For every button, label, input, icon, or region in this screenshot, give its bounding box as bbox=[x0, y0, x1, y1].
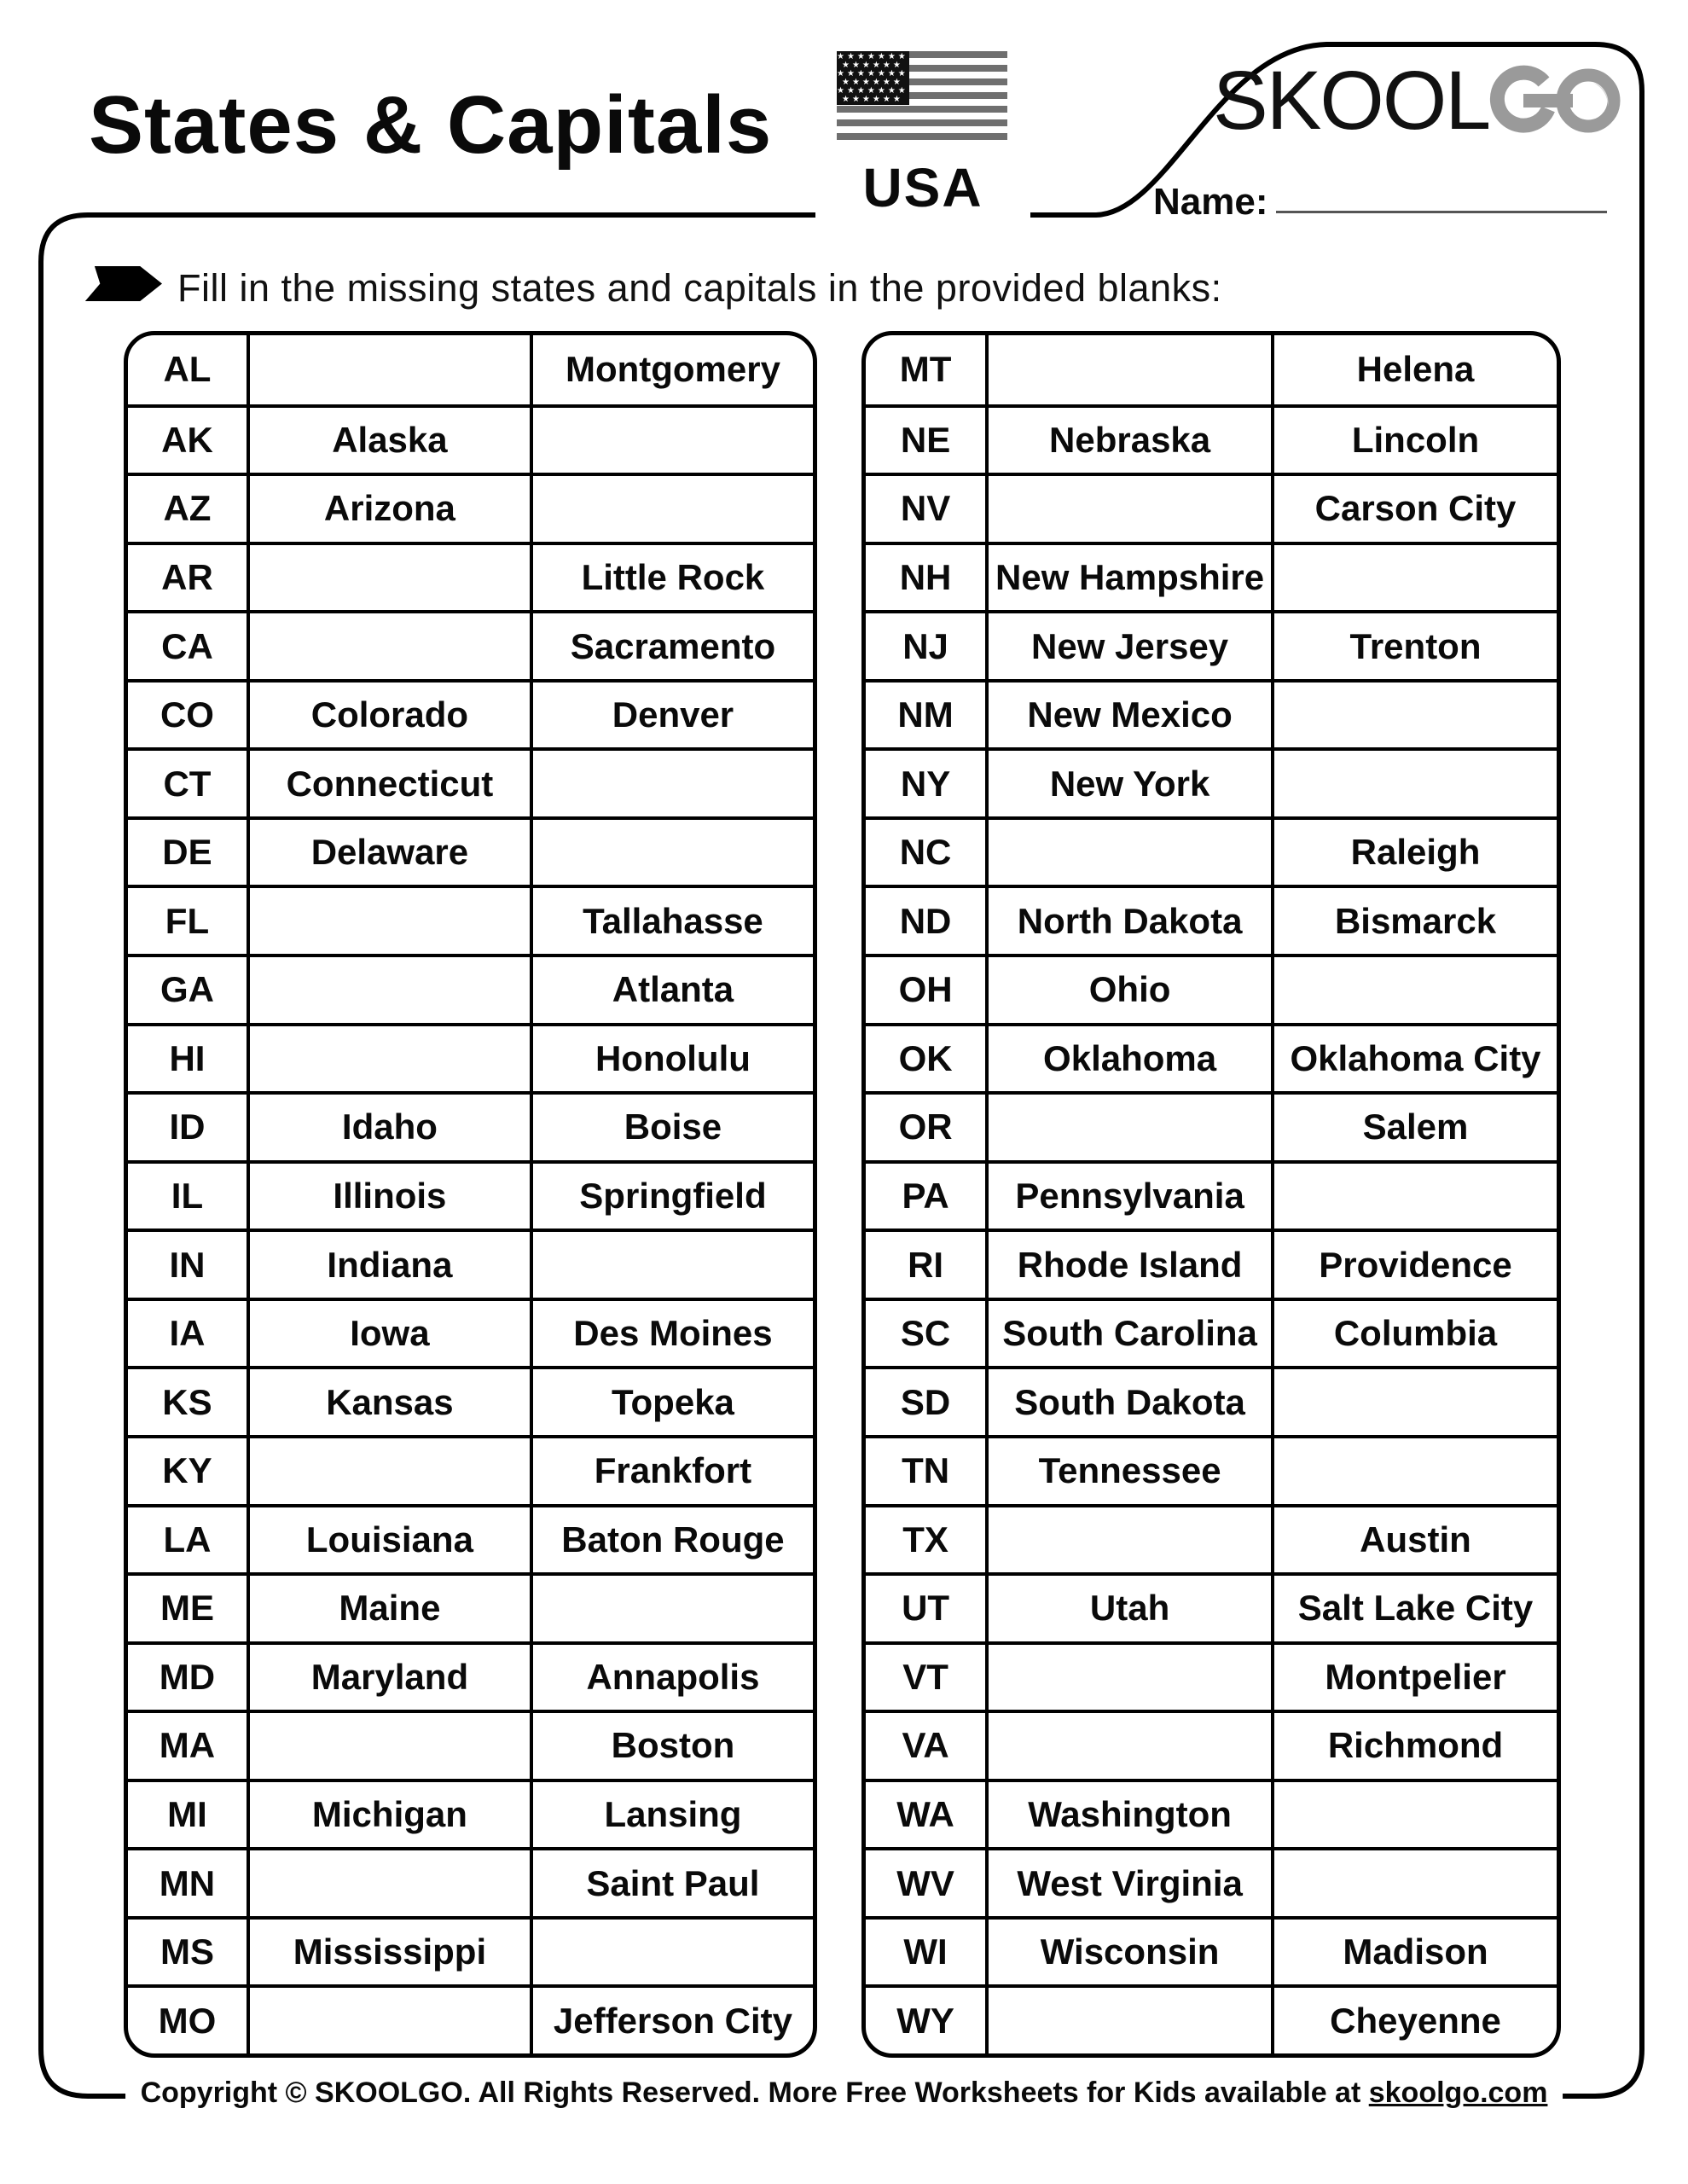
abbr-cell: NC bbox=[866, 816, 985, 886]
abbr-cell: SC bbox=[866, 1298, 985, 1367]
states-capitals-table-right bbox=[861, 331, 1561, 2058]
state-cell: Michigan bbox=[247, 1779, 530, 1848]
abbr-cell: PA bbox=[866, 1160, 985, 1229]
page-title: States & Capitals bbox=[89, 79, 773, 171]
state-cell: Tennessee bbox=[985, 1435, 1271, 1504]
abbr-cell: MN bbox=[128, 1847, 247, 1916]
state-cell: South Carolina bbox=[985, 1298, 1271, 1367]
state-cell-blank bbox=[247, 335, 530, 404]
state-cell: New Mexico bbox=[985, 679, 1271, 748]
capital-cell: Richmond bbox=[1271, 1710, 1557, 1779]
capital-cell: Topeka bbox=[530, 1366, 813, 1435]
name-label: Name: bbox=[1153, 181, 1268, 223]
footer-copyright bbox=[125, 2077, 1563, 2110]
state-cell-blank bbox=[247, 885, 530, 954]
state-cell-blank bbox=[985, 1984, 1271, 2053]
abbr-cell: MA bbox=[128, 1710, 247, 1779]
state-cell: Nebraska bbox=[985, 404, 1271, 473]
abbr-cell: WV bbox=[866, 1847, 985, 1916]
state-cell: Oklahoma bbox=[985, 1023, 1271, 1092]
capital-cell-blank bbox=[1271, 747, 1557, 816]
abbr-cell: MT bbox=[899, 349, 952, 390]
abbr-cell: WI bbox=[866, 1916, 985, 1985]
abbr-cell: DE bbox=[128, 816, 247, 886]
capital-cell: Sacramento bbox=[530, 610, 813, 679]
capital-cell: Baton Rouge bbox=[530, 1504, 813, 1573]
abbr-cell: HI bbox=[128, 1023, 247, 1092]
abbr-cell: MO bbox=[128, 1984, 247, 2053]
abbr-cell: WA bbox=[866, 1779, 985, 1848]
state-cell-blank bbox=[985, 473, 1271, 542]
abbr-cell: TN bbox=[866, 1435, 985, 1504]
abbr-cell: VA bbox=[866, 1710, 985, 1779]
usa-label: USA bbox=[815, 154, 1030, 222]
state-cell-blank bbox=[985, 816, 1271, 886]
abbr-cell: ME bbox=[128, 1572, 247, 1641]
state-cell: Maryland bbox=[247, 1641, 530, 1711]
brand-skool-text: SKOOL bbox=[1213, 54, 1490, 147]
capital-cell-blank bbox=[530, 473, 813, 542]
capital-cell: Cheyenne bbox=[1271, 1984, 1557, 2053]
abbr-cell: IA bbox=[128, 1298, 247, 1367]
state-cell-blank bbox=[247, 542, 530, 611]
state-cell: New Jersey bbox=[985, 610, 1271, 679]
capital-cell: Oklahoma City bbox=[1271, 1023, 1557, 1092]
abbr-cell: GA bbox=[128, 954, 247, 1023]
abbr-cell: CO bbox=[128, 679, 247, 748]
abbr-cell: NY bbox=[866, 747, 985, 816]
state-cell: New York bbox=[985, 747, 1271, 816]
abbr-cell: OK bbox=[866, 1023, 985, 1092]
capital-cell: Boise bbox=[530, 1091, 813, 1160]
capital-cell: Jefferson City bbox=[530, 1984, 813, 2053]
state-cell: Kansas bbox=[247, 1366, 530, 1435]
abbr-cell: MI bbox=[128, 1779, 247, 1848]
abbr-cell: CA bbox=[128, 610, 247, 679]
capital-cell: Carson City bbox=[1271, 473, 1557, 542]
abbr-cell: NH bbox=[866, 542, 985, 611]
state-cell: Louisiana bbox=[247, 1504, 530, 1573]
capital-cell: Frankfort bbox=[530, 1435, 813, 1504]
abbr-cell: UT bbox=[866, 1572, 985, 1641]
capital-cell: Salem bbox=[1271, 1091, 1557, 1160]
capital-cell: Austin bbox=[1271, 1504, 1557, 1573]
abbr-cell: NM bbox=[866, 679, 985, 748]
abbr-cell: TX bbox=[866, 1504, 985, 1573]
capital-cell-blank bbox=[530, 747, 813, 816]
capital-cell-blank bbox=[530, 1228, 813, 1298]
state-cell: Indiana bbox=[247, 1228, 530, 1298]
abbr-cell: KS bbox=[128, 1366, 247, 1435]
state-cell-blank bbox=[985, 1091, 1271, 1160]
state-cell: Alaska bbox=[247, 404, 530, 473]
capital-cell: Salt Lake City bbox=[1271, 1572, 1557, 1641]
state-cell: Washington bbox=[985, 1779, 1271, 1848]
brand-go-magnifier-icon bbox=[1489, 56, 1626, 145]
capital-cell: Honolulu bbox=[530, 1023, 813, 1092]
capital-cell: Madison bbox=[1271, 1916, 1557, 1985]
capital-cell-blank bbox=[1271, 542, 1557, 611]
state-cell: Idaho bbox=[247, 1091, 530, 1160]
capital-cell: Des Moines bbox=[530, 1298, 813, 1367]
abbr-cell: IN bbox=[128, 1228, 247, 1298]
abbr-cell: VT bbox=[866, 1641, 985, 1711]
state-cell: Colorado bbox=[247, 679, 530, 748]
capital-cell: Trenton bbox=[1271, 610, 1557, 679]
state-cell-blank bbox=[247, 1847, 530, 1916]
capital-cell: Boston bbox=[530, 1710, 813, 1779]
state-cell: South Dakota bbox=[985, 1366, 1271, 1435]
abbr-cell: SD bbox=[866, 1366, 985, 1435]
capital-cell-blank bbox=[1271, 1435, 1557, 1504]
capital-cell-blank bbox=[1271, 679, 1557, 748]
state-cell-blank bbox=[247, 610, 530, 679]
capital-cell: Lansing bbox=[530, 1779, 813, 1848]
state-cell: Rhode Island bbox=[985, 1228, 1271, 1298]
abbr-cell: NE bbox=[866, 404, 985, 473]
state-cell-blank bbox=[247, 1984, 530, 2053]
state-cell: Wisconsin bbox=[985, 1916, 1271, 1985]
abbr-cell: IL bbox=[128, 1160, 247, 1229]
abbr-cell: AR bbox=[128, 542, 247, 611]
state-cell: Mississippi bbox=[247, 1916, 530, 1985]
state-cell-blank bbox=[985, 1710, 1271, 1779]
footer-skoolgo-link[interactable]: skoolgo.com bbox=[1368, 2077, 1548, 2109]
capital-cell-blank bbox=[1271, 1160, 1557, 1229]
capital-cell-blank bbox=[530, 816, 813, 886]
abbr-cell: WY bbox=[866, 1984, 985, 2053]
capital-cell: Lincoln bbox=[1271, 404, 1557, 473]
abbr-cell: OH bbox=[866, 954, 985, 1023]
state-cell: New Hampshire bbox=[985, 542, 1271, 611]
capital-cell: Tallahasse bbox=[530, 885, 813, 954]
footer-text: Copyright © SKOOLGO. All Rights Reserved. More Free Worksheets for Kids available at bbox=[140, 2077, 1369, 2109]
capital-cell-blank bbox=[1271, 1366, 1557, 1435]
abbr-cell: MS bbox=[128, 1916, 247, 1985]
state-cell-blank bbox=[985, 1504, 1271, 1573]
capital-cell: Little Rock bbox=[530, 542, 813, 611]
abbr-cell: AL bbox=[163, 349, 212, 390]
abbr-cell: NJ bbox=[866, 610, 985, 679]
state-cell-blank bbox=[985, 335, 1271, 404]
capital-cell: Annapolis bbox=[530, 1641, 813, 1711]
flag-canton-stars: ★★★★★★★ ★★★★★★ ★★★★★★★ ★★★★★★ ★★★★★★★ ★★★★★★ bbox=[837, 52, 908, 104]
state-cell: Delaware bbox=[247, 816, 530, 886]
state-cell: Arizona bbox=[247, 473, 530, 542]
abbr-cell: OR bbox=[866, 1091, 985, 1160]
states-capitals-table-left bbox=[124, 331, 817, 2058]
state-cell-blank bbox=[247, 1435, 530, 1504]
capital-cell: Bismarck bbox=[1271, 885, 1557, 954]
state-cell: Maine bbox=[247, 1572, 530, 1641]
capital-cell: Atlanta bbox=[530, 954, 813, 1023]
state-cell-blank bbox=[247, 1023, 530, 1092]
capital-cell: Montgomery bbox=[530, 335, 813, 404]
capital-cell-blank bbox=[530, 404, 813, 473]
capital-cell-blank bbox=[1271, 1847, 1557, 1916]
abbr-cell: AZ bbox=[128, 473, 247, 542]
state-cell-blank bbox=[985, 1641, 1271, 1711]
abbr-cell: NV bbox=[866, 473, 985, 542]
abbr-cell: AK bbox=[128, 404, 247, 473]
state-cell-blank bbox=[247, 1710, 530, 1779]
capital-cell: Denver bbox=[530, 679, 813, 748]
state-cell: Connecticut bbox=[247, 747, 530, 816]
state-cell: Illinois bbox=[247, 1160, 530, 1229]
capital-cell-blank bbox=[1271, 954, 1557, 1023]
state-cell: Pennsylvania bbox=[985, 1160, 1271, 1229]
abbr-cell: KY bbox=[128, 1435, 247, 1504]
capital-cell: Montpelier bbox=[1271, 1641, 1557, 1711]
capital-cell: Raleigh bbox=[1271, 816, 1557, 886]
state-cell: Ohio bbox=[985, 954, 1271, 1023]
abbr-cell: RI bbox=[866, 1228, 985, 1298]
name-blank-line bbox=[1276, 211, 1607, 213]
abbr-cell: ND bbox=[866, 885, 985, 954]
abbr-cell: FL bbox=[128, 885, 247, 954]
name-field bbox=[1153, 181, 1268, 224]
capital-cell-blank bbox=[530, 1916, 813, 1985]
abbr-cell: LA bbox=[128, 1504, 247, 1573]
abbr-cell: CT bbox=[128, 747, 247, 816]
state-cell: Utah bbox=[985, 1572, 1271, 1641]
capital-cell: Helena bbox=[1271, 335, 1557, 404]
state-cell: North Dakota bbox=[985, 885, 1271, 954]
brand-logo bbox=[1213, 56, 1626, 145]
state-cell: Iowa bbox=[247, 1298, 530, 1367]
abbr-cell: ID bbox=[128, 1091, 247, 1160]
state-cell: West Virginia bbox=[985, 1847, 1271, 1916]
instruction-text: Fill in the missing states and capitals in the provided blanks: bbox=[177, 266, 1222, 310]
capital-cell: Providence bbox=[1271, 1228, 1557, 1298]
capital-cell: Springfield bbox=[530, 1160, 813, 1229]
abbr-cell: MD bbox=[128, 1641, 247, 1711]
state-cell-blank bbox=[247, 954, 530, 1023]
capital-cell: Saint Paul bbox=[530, 1847, 813, 1916]
capital-cell: Columbia bbox=[1271, 1298, 1557, 1367]
capital-cell-blank bbox=[530, 1572, 813, 1641]
capital-cell-blank bbox=[1271, 1779, 1557, 1848]
